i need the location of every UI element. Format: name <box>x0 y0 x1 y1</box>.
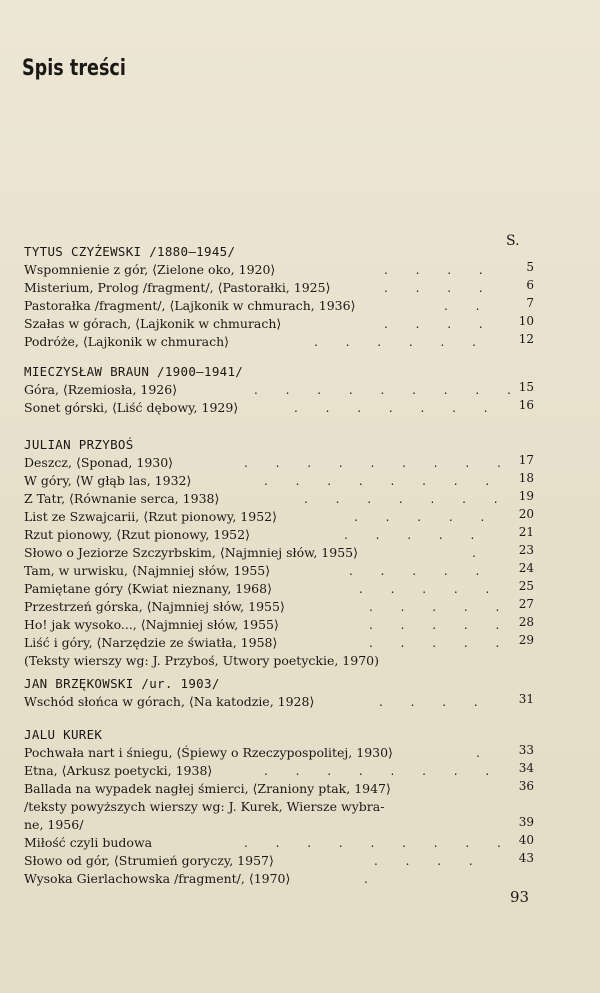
entry-page: 28 <box>518 615 534 629</box>
entry-title: Pamiętane góry ⟨Kwiat nieznany, 1968⟩ <box>24 581 272 596</box>
author-heading: TYTUS CZYŻEWSKI /1880—1945/ <box>24 244 236 259</box>
leader-dots: . . . . . . . . . <box>244 836 513 850</box>
toc-entry <box>24 579 534 598</box>
entry-title: Pochwała nart i śniegu, ⟨Śpiewy o Rzeczypospolitej, 1930⟩ <box>24 745 393 760</box>
toc-note <box>24 798 524 816</box>
page-number: 93 <box>510 888 530 906</box>
toc-entry <box>24 507 534 526</box>
entry-title: Słowo od gór, ⟨Strumień goryczy, 1957⟩ <box>24 853 274 868</box>
page-title: Spis treści <box>22 56 126 81</box>
entry-page: 5 <box>526 260 534 274</box>
entry-page: 34 <box>518 761 534 775</box>
leader-dots: . . . . . <box>369 600 512 614</box>
toc-entry <box>24 779 534 798</box>
leader-dots: . . . . . . . <box>294 401 500 415</box>
author-heading: MIECZYSŁAW BRAUN /1900—1941/ <box>24 364 244 379</box>
entry-title: Wysoka Gierlachowska /fragment/, ⟨1970⟩ <box>24 871 291 886</box>
toc-entry <box>24 380 534 399</box>
leader-dots: . <box>476 746 492 760</box>
leader-dots: . . <box>444 299 492 313</box>
entry-title: Góra, ⟨Rzemiosła, 1926⟩ <box>24 382 178 397</box>
toc-entry <box>24 597 534 616</box>
entry-title: Ho! jak wysoko..., ⟨Najmniej słów, 1955⟩ <box>24 617 279 632</box>
entry-title: Miłość czyli budowa <box>24 835 153 850</box>
toc-entry <box>24 815 534 834</box>
entry-title: Szałas w górach, ⟨Lajkonik w chmurach⟩ <box>24 316 282 331</box>
entry-page: 24 <box>518 561 534 575</box>
leader-dots: . . . . . <box>369 636 512 650</box>
entry-page: 33 <box>518 743 534 757</box>
leader-dots: . . . . . . . . . <box>254 383 523 397</box>
entry-title: Podróże, ⟨Lajkonik w chmurach⟩ <box>24 334 230 349</box>
entry-title: Słowo o Jeziorze Szczyrbskim, ⟨Najmniej słów, 1955⟩ <box>24 545 358 560</box>
leader-dots: . . . . <box>384 281 495 295</box>
entry-page: 25 <box>518 579 534 593</box>
toc-section <box>24 436 534 670</box>
entry-page: 21 <box>518 525 534 539</box>
toc-entry <box>24 332 534 351</box>
entry-page: 39 <box>518 815 534 829</box>
toc-entry <box>24 543 534 562</box>
entry-page: 36 <box>518 779 534 793</box>
page-column-label: S. <box>506 233 520 249</box>
entry-title: Tam, w urwisku, ⟨Najmniej słów, 1955⟩ <box>24 563 271 578</box>
entry-page: 27 <box>518 597 534 611</box>
entry-title: Rzut pionowy, ⟨Rzut pionowy, 1952⟩ <box>24 527 250 542</box>
toc-entry <box>24 525 534 544</box>
leader-dots: . . . . . . . . <box>264 764 502 778</box>
toc-entry <box>24 615 534 634</box>
entry-page: 18 <box>518 471 534 485</box>
toc-note <box>24 652 524 670</box>
leader-dots: . . . . . <box>359 582 502 596</box>
entry-title: Przestrzeń górska, ⟨Najmniej słów, 1955⟩ <box>24 599 285 614</box>
toc-entry <box>24 743 534 762</box>
entry-title: ne, 1956/ <box>24 817 84 832</box>
entry-title: Sonet górski, ⟨Liść dębowy, 1929⟩ <box>24 400 239 415</box>
leader-dots: . . . . <box>384 263 495 277</box>
toc-section <box>24 363 534 417</box>
entry-page: 7 <box>526 296 534 310</box>
leader-dots: . . . . . . . . <box>264 474 502 488</box>
entry-title: Z Tatr, ⟨Równanie serca, 1938⟩ <box>24 491 220 506</box>
toc-entry <box>24 471 534 490</box>
author-heading: JALU KUREK <box>24 727 103 742</box>
toc-entry <box>24 870 524 888</box>
entry-page: 19 <box>518 489 534 503</box>
toc-section <box>24 675 534 711</box>
entry-title: Deszcz, ⟨Sponad, 1930⟩ <box>24 455 174 470</box>
entry-title: Etna, ⟨Arkusz poetycki, 1938⟩ <box>24 763 213 778</box>
entry-title: Wspomnienie z gór, ⟨Zielone oko, 1920⟩ <box>24 262 276 277</box>
entry-title: /teksty powyższych wierszy wg: J. Kurek, Wiersze wybra- <box>24 799 385 814</box>
toc-entry <box>24 314 534 333</box>
toc-entry <box>24 851 534 870</box>
leader-dots: . . . . <box>379 695 490 709</box>
entry-page: 20 <box>518 507 534 521</box>
leader-dots: . . . . . <box>349 564 492 578</box>
leader-dots: . . . . <box>384 317 495 331</box>
entry-page: 10 <box>518 314 534 328</box>
leader-dots: . <box>364 872 380 886</box>
entry-title: (Teksty wierszy wg: J. Przyboś, Utwory poetyckie, 1970) <box>24 653 379 668</box>
toc-entry <box>24 561 534 580</box>
entry-title: Liść i góry, ⟨Narzędzie ze światła, 1958⟩ <box>24 635 278 650</box>
entry-page: 40 <box>518 833 534 847</box>
leader-dots: . . . . . <box>369 618 512 632</box>
leader-dots: . . . . . <box>344 528 487 542</box>
entry-page: 43 <box>518 851 534 865</box>
toc-entry <box>24 296 534 315</box>
entry-title: W góry, ⟨W głąb las, 1932⟩ <box>24 473 192 488</box>
toc-entry <box>24 761 534 780</box>
leader-dots: . . . . . . . <box>304 492 510 506</box>
entry-page: 17 <box>518 453 534 467</box>
entry-page: 23 <box>518 543 534 557</box>
leader-dots: . . . . <box>374 854 485 868</box>
entry-page: 15 <box>518 380 534 394</box>
leader-dots: . . . . . <box>354 510 497 524</box>
toc-entry <box>24 833 534 852</box>
toc-entry <box>24 633 534 652</box>
entry-page: 29 <box>518 633 534 647</box>
entry-title: List ze Szwajcarii, ⟨Rzut pionowy, 1952⟩ <box>24 509 277 524</box>
toc-entry <box>24 398 534 417</box>
entry-title: Wschód słońca w górach, ⟨Na katodzie, 1928⟩ <box>24 694 315 709</box>
author-heading: JULIAN PRZYBOŚ <box>24 437 134 452</box>
entry-title: Pastorałka /fragment/, ⟨Lajkonik w chmurach, 1936⟩ <box>24 298 356 313</box>
entry-page: 16 <box>518 398 534 412</box>
leader-dots: . . . . . . <box>314 335 488 349</box>
toc-section <box>24 726 534 888</box>
leader-dots: . . . . . . . . . <box>244 456 513 470</box>
toc-entry <box>24 489 534 508</box>
entry-title: Ballada na wypadek nagłej śmierci, ⟨Zraniony ptak, 1947⟩ <box>24 781 391 796</box>
entry-page: 6 <box>526 278 534 292</box>
toc-entry <box>24 692 534 711</box>
toc-entry <box>24 453 534 472</box>
toc-entry <box>24 278 534 297</box>
toc-entry <box>24 260 534 279</box>
entry-page: 12 <box>518 332 534 346</box>
author-heading: JAN BRZĘKOWSKI /ur. 1903/ <box>24 676 220 691</box>
toc-section <box>24 243 534 351</box>
leader-dots: . <box>472 546 488 560</box>
entry-page: 31 <box>518 692 534 706</box>
entry-title: Misterium, Prolog /fragment/, ⟨Pastorałki, 1925⟩ <box>24 280 331 295</box>
